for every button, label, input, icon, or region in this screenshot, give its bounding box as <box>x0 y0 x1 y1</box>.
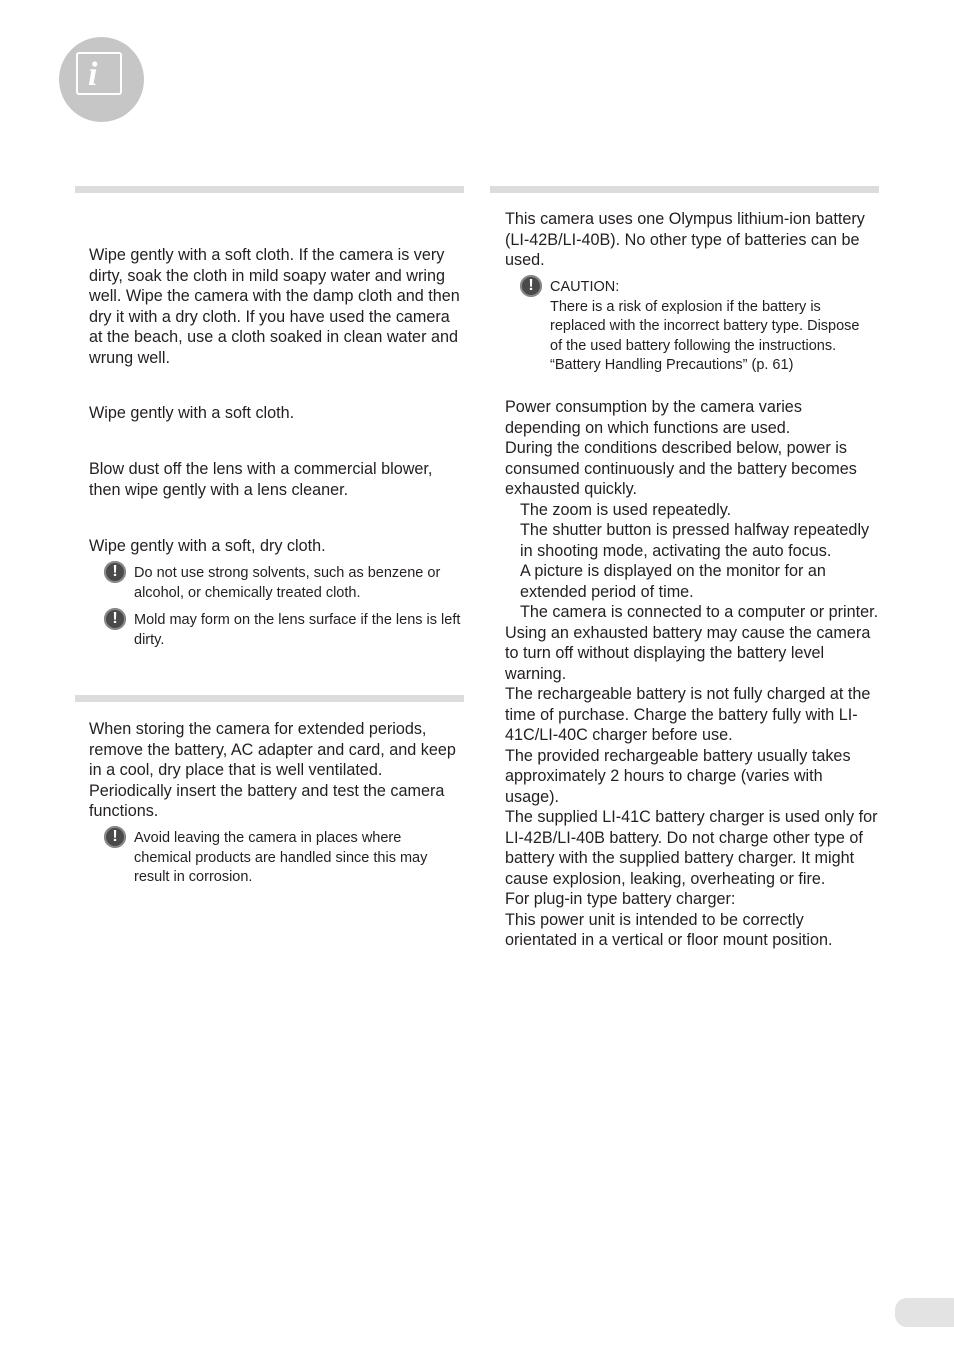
orientation-text: This power unit is intended to be correctly orientated in a vertical or floor mount position. <box>505 910 833 949</box>
battery-caution <box>520 278 860 376</box>
note-text: Do not use strong solvents, such as benzene or alcohol, or chemically treated cloth. <box>134 565 441 601</box>
conditions-intro-text: During the conditions described below, power is consumed continuously and the battery becomes exhausted quickly. <box>505 439 857 498</box>
charger-compatibility-text: The supplied LI-41C battery charger is used only for LI-42B/LI-40B battery. Do not charge other type of battery with the supplied battery charger. It might cause explosion, leaking, overheating or fire. <box>505 808 878 888</box>
note-text: Mold may form on the lens surface if the lens is left dirty. <box>134 612 461 648</box>
storage-text: When storing the camera for extended periods, remove the battery, AC adapter and card, and keep in a cool, dry place that is well ventilated. Periodically insert the battery and test the camera functions. <box>89 720 456 820</box>
battery-details <box>505 397 880 951</box>
monitor-cleaning-text: Wipe gently with a soft cloth. <box>89 404 295 422</box>
plug-in-charger-heading: For plug-in type battery charger: <box>505 890 736 908</box>
caution-icon: ! <box>104 826 126 848</box>
exhausted-battery-text: Using an exhausted battery may cause the camera to turn off without displaying the battery level warning. <box>505 623 871 683</box>
not-fully-charged-text: The rechargeable battery is not fully charged at the time of purchase. Charge the battery fully with LI-41C/LI-40C charger before use. <box>505 685 871 744</box>
caution-icon: ! <box>520 275 542 297</box>
section-rule-cleaning <box>75 186 464 193</box>
exterior-cleaning-text: Wipe gently with a soft cloth. If the camera is very dirty, soak the cloth in mild soapy water and wring well. Wipe the camera with the damp cloth and then dry it with a dry cloth. If you have used the camera at the beach, use a cloth soaked in clean water and wrung well. <box>89 246 460 367</box>
caution-title: CAUTION: <box>550 279 620 295</box>
info-i-glyph: i <box>88 56 98 93</box>
info-card-icon <box>76 52 122 95</box>
chapter-info-icon <box>59 37 144 122</box>
page-number-tab <box>895 1298 954 1327</box>
caution-icon: ! <box>104 608 126 630</box>
condition-item: The camera is connected to a computer or printer. <box>520 603 879 621</box>
section-rule-storage <box>75 695 464 702</box>
note-text: Avoid leaving the camera in places where chemical products are handled since this may result in corrosion. <box>134 830 428 886</box>
storage-note <box>104 829 462 888</box>
lens-cleaning-text: Blow dust off the lens with a commercial blower, then wipe gently with a lens cleaner. <box>89 460 433 499</box>
battery-intro-text: This camera uses one Olympus lithium-ion battery (LI-42B/LI-40B). No other type of batteries can be used. <box>505 210 865 269</box>
cleaning-note-mold <box>104 611 466 650</box>
battery-cleaning-text: Wipe gently with a soft, dry cloth. <box>89 537 326 555</box>
caution-icon: ! <box>104 561 126 583</box>
cleaning-note-solvents <box>104 564 466 603</box>
condition-item: The zoom is used repeatedly. <box>520 500 732 519</box>
charge-time-text: The provided rechargeable battery usually takes approximately 2 hours to charge (varies with usage). <box>505 746 851 806</box>
section-rule-battery <box>490 186 879 193</box>
condition-item: The shutter button is pressed halfway repeatedly in shooting mode, activating the auto focus. <box>520 521 870 560</box>
power-consumption-text: Power consumption by the camera varies depending on which functions are used. <box>505 398 802 437</box>
caution-text: There is a risk of explosion if the battery is replaced with the incorrect battery type. Dispose of the used battery following the instructions. “Battery Handling Precautions” (p. 61) <box>550 298 860 374</box>
condition-item: A picture is displayed on the monitor for an extended period of time. <box>520 562 826 601</box>
